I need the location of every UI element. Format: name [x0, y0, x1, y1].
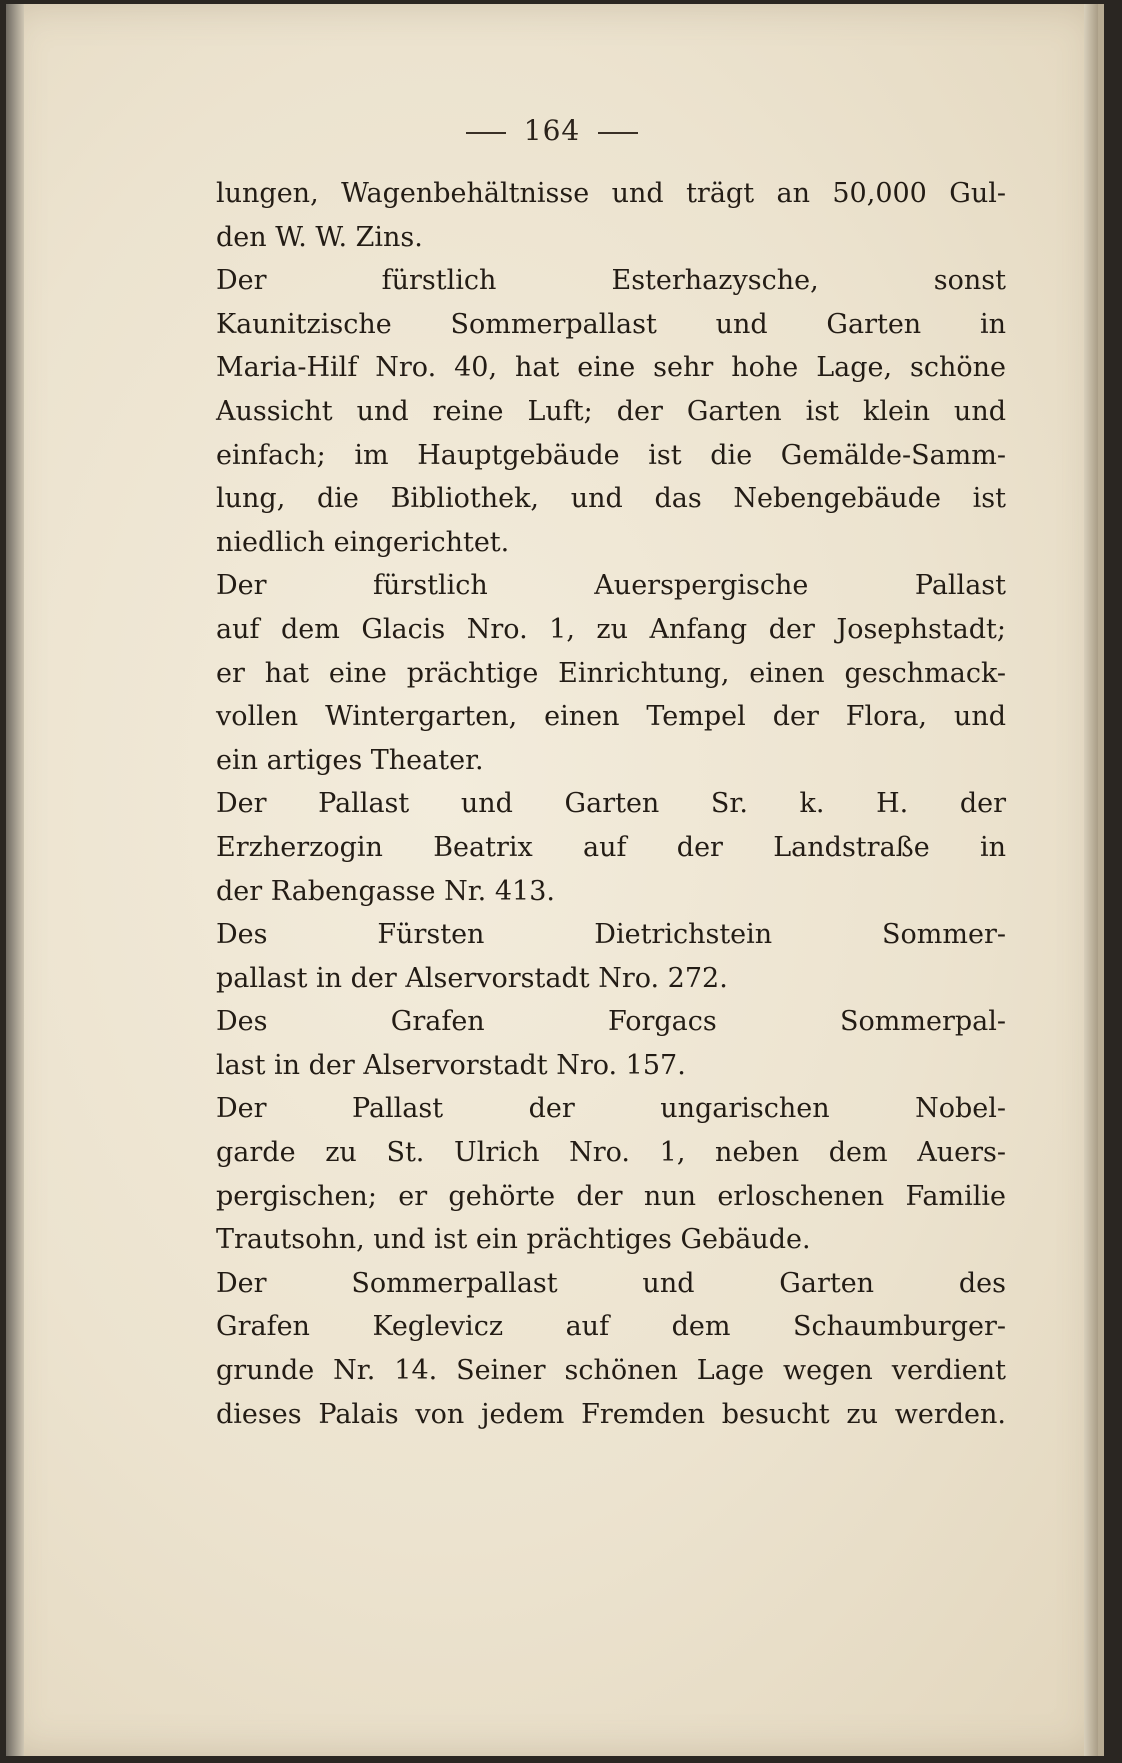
text-line: Der Sommerpallast und Garten des: [216, 1267, 1006, 1299]
left-dash: [466, 132, 506, 134]
text-line: er hat eine prächtige Einrichtung, einen geschmack-: [216, 657, 1006, 689]
text-line: Kaunitzische Sommerpallast und Garten in: [216, 308, 1006, 340]
text-line: pallast in der Alservorstadt Nro. 272.: [216, 962, 728, 994]
text-line: Aussicht und reine Luft; der Garten ist klein und: [216, 395, 1006, 427]
text-line: lungen, Wagenbehältnisse und trägt an 50,000 Gul-: [216, 178, 1006, 209]
text-line: Der fürstlich Auerspergische Pallast: [216, 570, 1006, 602]
text-line: Maria-Hilf Nro. 40, hat eine sehr hohe Lage, schöne: [216, 352, 1006, 384]
text-line: dieses Palais von jedem Fremden besucht zu werden.: [216, 1398, 1006, 1430]
body-text: [216, 172, 1006, 1436]
text-line: Der Pallast und Garten Sr. k. H. der: [216, 788, 1006, 820]
text-line: niedlich eingerichtet.: [216, 526, 510, 558]
text-line: Der Pallast der ungarischen Nobel-: [216, 1093, 1006, 1125]
text-line: lung, die Bibliothek, und das Nebengebäude ist: [216, 483, 1006, 515]
book-page: [6, 4, 1104, 1756]
right-dash: [598, 132, 638, 134]
text-line: Erzherzogin Beatrix auf der Landstraße in: [216, 831, 1006, 863]
page-number: 164: [523, 114, 581, 147]
text-line: Trautsohn, und ist ein prächtiges Gebäude.: [216, 1224, 811, 1256]
text-line: Des Grafen Forgacs Sommerpal-: [216, 1006, 1006, 1038]
page-edge: [1084, 4, 1098, 1756]
text-line: ein artiges Theater.: [216, 744, 484, 776]
text-line: Des Fürsten Dietrichstein Sommer-: [216, 919, 1006, 951]
page-gutter: [6, 4, 24, 1756]
text-line: pergischen; er gehörte der nun erloschenen Familie: [216, 1180, 1006, 1212]
text-line: den W. W. Zins.: [216, 221, 423, 253]
running-head: [6, 114, 1098, 147]
text-line: last in der Alservorstadt Nro. 157.: [216, 1049, 686, 1081]
text-line: grunde Nr. 14. Seiner schönen Lage wegen verdient: [216, 1355, 1006, 1387]
text-line: vollen Wintergarten, einen Tempel der Flora, und: [216, 701, 1006, 733]
text-line: auf dem Glacis Nro. 1, zu Anfang der Josephstadt;: [216, 613, 1006, 645]
text-line: Grafen Keglevicz auf dem Schaumburger-: [216, 1311, 1006, 1343]
text-line: Der fürstlich Esterhazysche, sonst: [216, 265, 1006, 297]
text-line: der Rabengasse Nr. 413.: [216, 875, 555, 907]
text-line: garde zu St. Ulrich Nro. 1, neben dem Auers-: [216, 1137, 1006, 1169]
text-line: einfach; im Hauptgebäude ist die Gemälde-Samm-: [216, 439, 1006, 471]
